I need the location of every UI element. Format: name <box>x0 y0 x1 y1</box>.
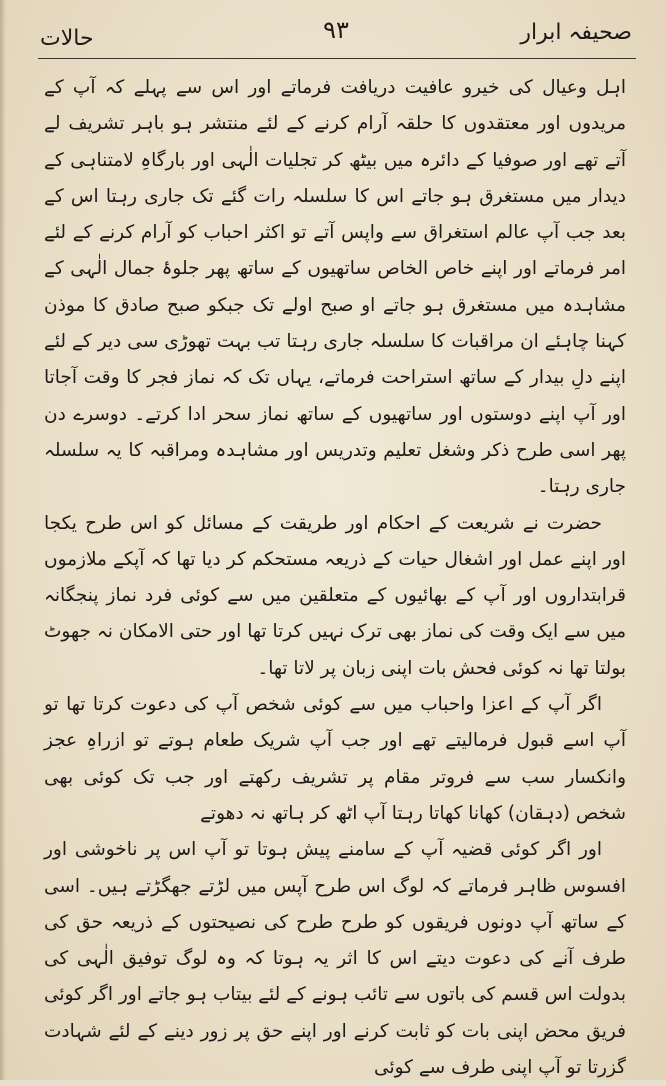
page-edge-shadow <box>0 0 6 1080</box>
page-number: ۹۳ <box>323 16 349 44</box>
paragraph-shariat: حضرت نے شریعت کے احکام اور طریقت کے مسائل کو اس طرح یکجا اور اپنے عمل اور اشغال حیات کے ذریعہ مستحکم کر دیا تھا کہ آپکے ملازموں قرابتداروں اور آپ کے بھائیوں کے متعلقین میں سے کوئی فرد نماز پنجگانہ میں سے ایک وقت کی نماز بھی ترک نہیں کرتا تھا اور حتی الامکان نہ جھوٹ بولتا تھا نہ کوئی فحش بات اپنی زبان پر لاتا تھا۔ <box>44 512 626 679</box>
section-title: حالات <box>40 26 94 51</box>
book-title: صحیفہ ابرار <box>520 20 632 45</box>
running-header <box>40 14 632 62</box>
header-divider <box>38 58 636 59</box>
paragraph-disputes: اور اگر کوئی قضیہ آپ کے سامنے پیش ہوتا تو آپ اس پر ناخوشی اور افسوس ظاہر فرماتے کہ لوگ اس طرح آپس میں لڑتے جھگڑتے ہیں۔ اسی کے ساتھ آپ دونوں فریقوں کو طرح طرح کی نصیحتوں کے ذریعہ حق کی طرف آنے کی دعوت دیتے اس کا اثر یہ ہوتا کہ وہ لوگ توفیق الٰہی کی بدولت اس قسم کی باتوں سے تائب ہونے کے لئے بیتاب ہو جاتے اور اگر کوئی فریق محض اپنی بات کو ثابت کرنے اور اپنے حق پر زور دینے کے لئے شہادت گزرتا تو آپ اپنی طرف سے کوئی <box>44 839 626 1079</box>
page-body <box>44 70 626 1086</box>
paragraph-daily-routine: اہل وعیال کی خیرو عافیت دریافت فرماتے اور اس سے پہلے کہ آپ کے مریدوں اور معتقدوں کا حلقہ آرام کرنے کے لئے منتشر ہو باہر تشریف لے آتے تھے اور صوفیا کے دائرہ میں بیٹھ کر تجلیات الٰہی اور بارگاہِ لامتناہی کے دیدار میں مستغرق ہو جاتے اس کا سلسلہ رات گئے تک جاری رہتا اس کے بعد جب آپ عالم استغراق سے واپس آتے تو اکثر احباب کو آرام کرنے کے لئے امر فرماتے اور اپنے خاص الخاص ساتھیوں کے ساتھ پھر جلوۂ جمال الٰہی کے مشاہدہ میں مستغرق ہو جاتے او صبح اولے تک جبکو صبح صادق کا موذن کہنا چاہئے ان مراقبات کا سلسلہ جاری رہتا تب بہت تھوڑی سی دیر کے لئے اپنے دلِ بیدار کے ساتھ استراحت فرماتے، یہاں تک کہ نماز فجر کا وقت آجاتا اور آپ اپنے دوستوں اور ساتھیوں کے ساتھ نماز سحر ادا کرتے۔ دوسرے دن پھر اسی طرح ذکر وشغل تعلیم وتدریس اور مشاہدہ ومراقبہ کا یہ سلسلہ جاری رہتا۔ <box>44 77 626 498</box>
paragraph-invitations: اگر آپ کے اعزا واحباب میں سے کوئی شخص آپ کی دعوت کرتا تھا تو آپ اسے قبول فرمالیتے تھے اور جب آپ شریک طعام ہوتے تو ازراہِ عجز وانکسار سب سے فروتر مقام پر تشریف رکھتے اور جب تک کوئی بھی شخص (دہقان) کھانا کھاتا رہتا آپ اٹھ کر ہاتھ نہ دھوتے <box>44 694 626 824</box>
